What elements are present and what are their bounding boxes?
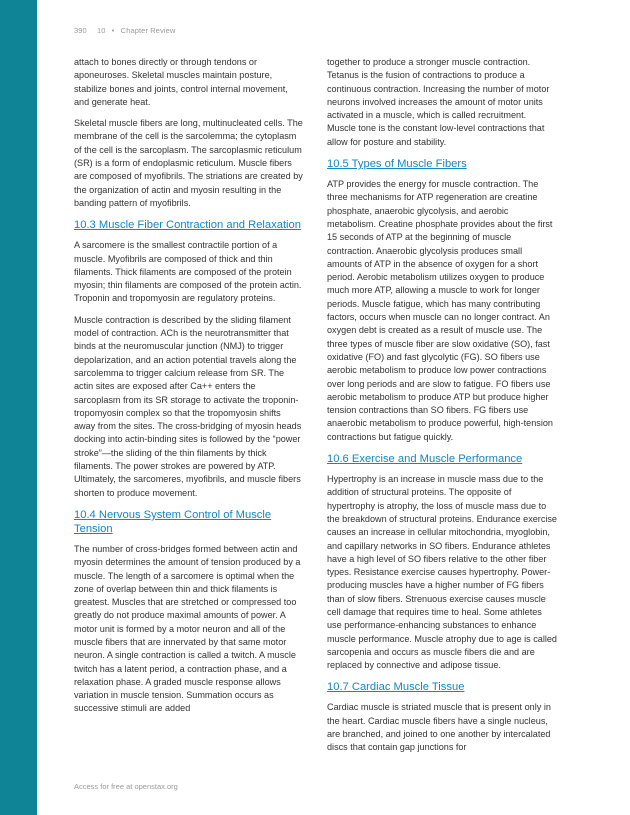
paragraph: Muscle contraction is described by the sliding filament model of contraction. ACh is the neurotransmitter that binds at the neuromuscular junction (NMJ) to trigger depolarization, and an action potential travels along the sarcolemma to trigger calcium release from SR. The actin sites are exposed after Ca++ enters the sarcoplasm from its SR storage to activate the troponin-tropomyosin complex so that the tropomyosin shifts away from the sites. The cross-bridging of myosin heads docking into actin-binding sites is followed by the “power stroke”—the sliding of the thin filaments by thick filaments. The power strokes are powered by ATP. Ultimately, the sarcomeres, myofibrils, and muscle fibers shorten to produce movement. [74, 314, 302, 498]
paragraph: Hypertrophy is an increase in muscle mass due to the addition of structural proteins. The opposite of hypertrophy is atrophy, the loss of muscle mass due to the breakdown of structural proteins. Endurance exercise causes an increase in cellular mitochondria, myoglobin, and capillary networks in SO fibers. Endurance athletes have a high level of SO fibers relative to the other fiber types. Resistance exercise causes hypertrophy. Power-producing muscles have a higher number of FG fibers than of slow fibers. Strenuous exercise causes muscle cell damage that requires time to heal. Some athletes use performance-enhancing substances to enhance muscle performance. Muscle atrophy due to age is called sarcopenia and occurs as muscle fibers die and are replaced by connective and adipose tissue. [327, 474, 557, 671]
paragraph: Skeletal muscle fibers are long, multinucleated cells. The membrane of the cell is the sarcolemma; the cytoplasm of the cell is the sarcoplasm. The sarcoplasmic reticulum (SR) is a form of endoplasmic reticulum. Muscle fibers are composed of myofibrils. The striations are created by the organization of actin and myosin resulting in the banding pattern of myofibrils. [74, 118, 303, 208]
left-column [74, 56, 304, 724]
right-column [327, 56, 557, 763]
section-heading-10-7[interactable]: 10.7 Cardiac Muscle Tissue [327, 681, 465, 694]
paragraph: ATP provides the energy for muscle contraction. The three mechanisms for ATP regeneration are creatine phosphate, anaerobic glycolysis, and aerobic metabolism. Creatine phosphate provides about the first 15 seconds of ATP at the beginning of muscle contraction. Anaerobic glycolysis produces small amounts of ATP in the absence of oxygen for a short period. Aerobic metabolism utilizes oxygen to produce much more ATP, allowing a muscle to work for longer periods. Muscle fatigue, which has many contributing factors, occurs when muscle can no longer contract. An oxygen debt is created as a result of muscle use. The three types of muscle fiber are slow oxidative (SO), fast oxidative (FO) and fast glycolytic (FG). SO fibers use aerobic metabolism to produce low power contractions over long periods and are slow to fatigue. FO fibers use aerobic metabolism to produce ATP but produce higher tension contractions than SO fibers. FG fibers use anaerobic metabolism to produce powerful, high-tension contractions but fatigue quickly. [327, 179, 553, 442]
paragraph: attach to bones directly or through tendons or aponeuroses. Skeletal muscles maintain posture, stabilize bones and joints, control internal movement, and generate heat. [74, 57, 288, 107]
paragraph: A sarcomere is the smallest contractile portion of a muscle. Myofibrils are composed of thick and thin filaments. Thick filaments are composed of the protein myosin; thin filaments are composed of the protein actin. Troponin and tropomyosin are regulatory proteins. [74, 240, 302, 304]
paragraph: The number of cross-bridges formed between actin and myosin determines the amount of tension produced by a muscle. The length of a sarcomere is optimal when the zone of overlap between thin and thick filaments is greatest. Muscles that are stretched or compressed too greatly do not produce maximal amounts of power. A motor unit is formed by a motor neuron and all of the muscle fibers that are innervated by that same motor neuron. A single contraction is called a twitch. A muscle twitch has a latent period, a contraction phase, and a relaxation phase. A graded muscle response allows variation in muscle tension. Summation occurs as successive stimuli are added [74, 543, 301, 714]
page-number: 390 [74, 26, 87, 35]
section-heading-10-4[interactable]: 10.4 Nervous System Control of Muscle Tension [74, 508, 272, 535]
header-bullet: • [111, 26, 115, 35]
section-heading-10-5[interactable]: 10.5 Types of Muscle Fibers [327, 158, 467, 171]
chapter-review-title: Chapter Review [120, 26, 176, 35]
chapter-number: 10 [97, 26, 106, 35]
section-heading-10-3[interactable]: 10.3 Muscle Fiber Contraction and Relaxation [74, 219, 301, 232]
section-heading-10-6[interactable]: 10.6 Exercise and Muscle Performance [327, 453, 523, 466]
chapter-color-bar [0, 0, 37, 815]
paragraph: together to produce a stronger muscle contraction. Tetanus is the fusion of contractions to produce a continuous contraction. Increasing the number of motor neurons involved increases the amount of motor units activated in a muscle, which is called recruitment. Muscle tone is the constant low-level contractions that allow for posture and stability. [327, 57, 550, 147]
paragraph: Cardiac muscle is striated muscle that is present only in the heart. Cardiac muscle fibers have a single nucleus, are branched, and joined to one another by intercalated discs that contain gap junctions for [327, 702, 551, 753]
page-header [74, 26, 175, 35]
page-footer: Access for free at openstax.org [74, 782, 178, 791]
